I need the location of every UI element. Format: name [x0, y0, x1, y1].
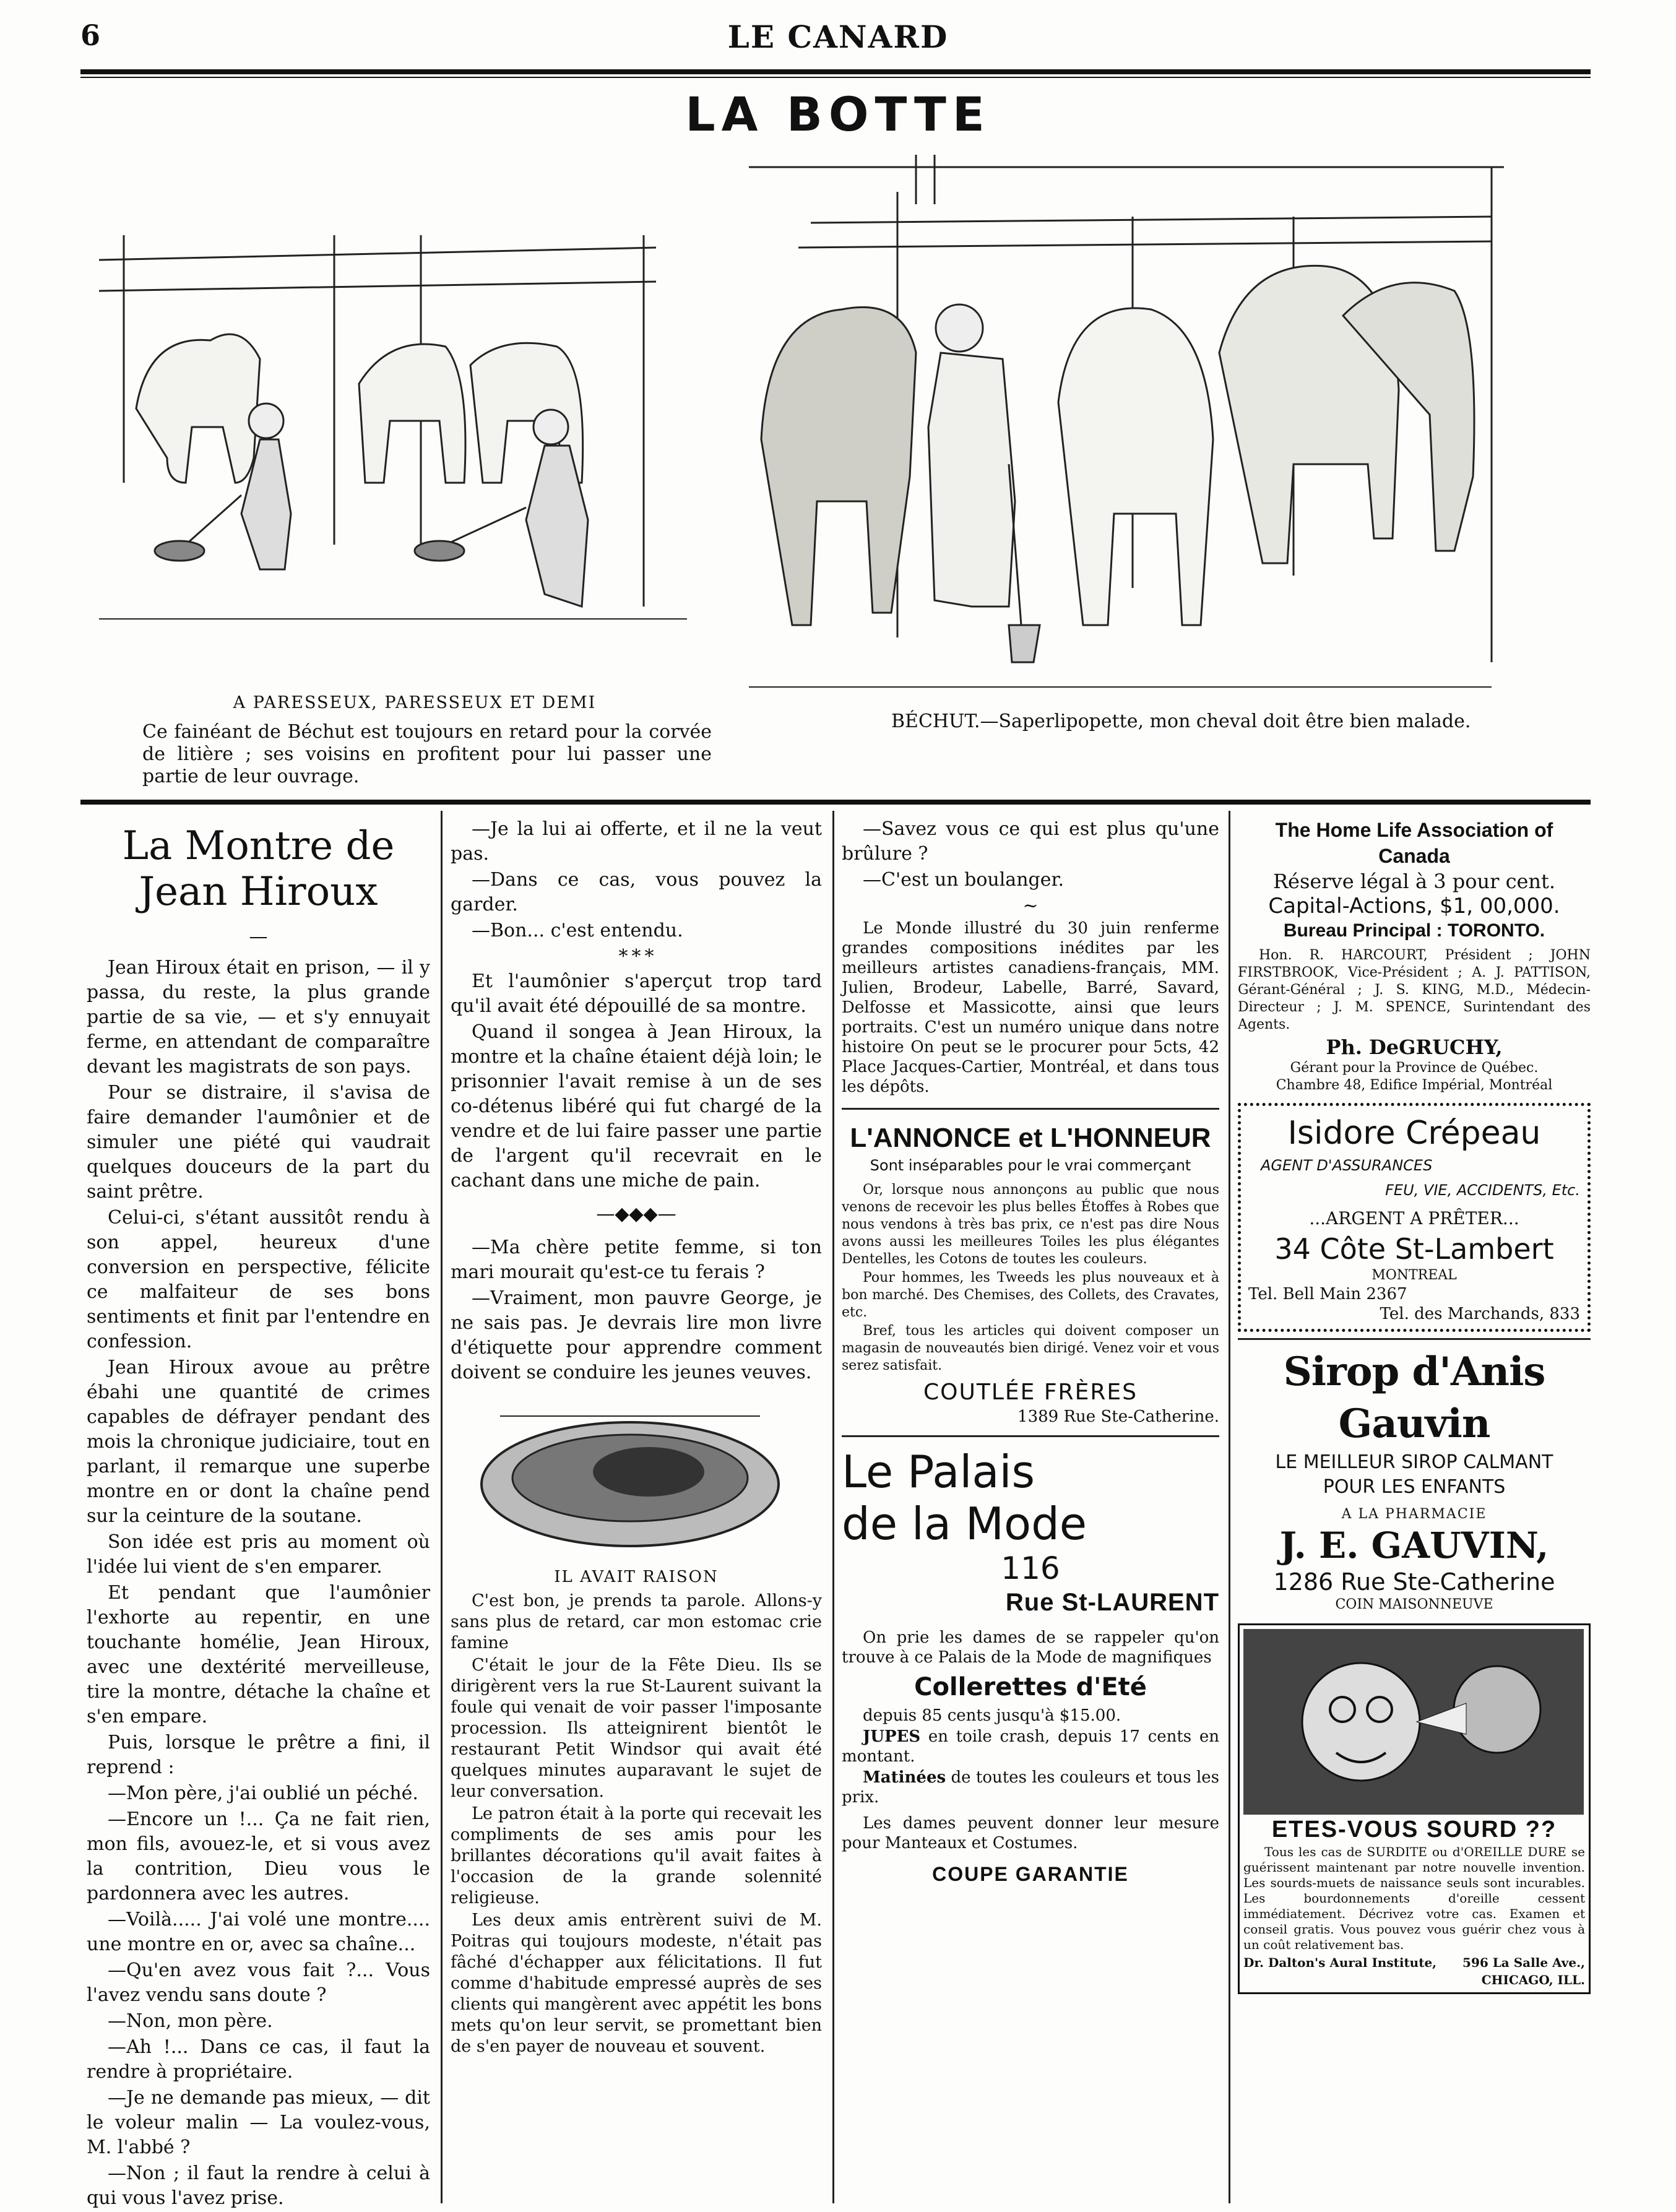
palais-title-2: de la Mode: [842, 1498, 1087, 1550]
article-paragraph: Celui-ci, s'étant aussitôt rendu à son appel, heureux d'une conversion en perspective, félicite ce malfaiteur de ses bons sentiments et finit par l'entendre en confession.: [87, 1207, 430, 1352]
annonce-firm: COUTLÉE FRÈRES: [923, 1380, 1138, 1405]
article-paragraph: —Non, mon père.: [108, 2010, 273, 2032]
palais-title-1: Le Palais: [842, 1446, 1035, 1498]
header-rule: [80, 69, 1591, 74]
page-number: 6: [80, 19, 101, 52]
annonce-text: Or, lorsque nous annonçons au public que nous venons de recevoir les plus belles Étoffes à Robes que nous vendons à très bas prix, ce n'est pas dire Nous avons aussi les meilleures Toiles les plus élégantes Dentelles, les Cotons de toutes les couleurs.: [842, 1182, 1219, 1267]
article-paragraph: Quand il songea à Jean Hiroux, la montre et la chaîne étaient déjà loin; le prisonnier l'avait remise à un de ses co-détenus libéré qui fut chargé de la vendre et de lui faire passer une partie de l'argent qu'il recevrait en le cachant dans une miche de pain.: [451, 1021, 822, 1191]
column-4: [1238, 817, 1591, 1994]
article-paragraph: —Encore un !... Ça ne fait rien, mon fils, avouez-le, et si vous avez la contrition, Dieu vous le pardonnera avec les autres.: [87, 1808, 430, 1904]
sirop-corner: COIN MAISONNEUVE: [1335, 1597, 1493, 1612]
divider: [1238, 1338, 1591, 1340]
sirop-address: 1286 Rue Ste-Catherine: [1273, 1568, 1555, 1596]
raison-paragraph: C'est bon, je prends ta parole. Allons-y sans plus de retard, car mon estomac crie famine: [451, 1591, 822, 1653]
palais-jupes: en toile crash, depuis 17 cents en montant.: [842, 1727, 1219, 1766]
palais-street: Rue St-LAURENT: [1005, 1589, 1219, 1616]
article-paragraph: Et l'aumônier s'aperçut trop tard qu'il avait été dépouillé de sa montre.: [451, 970, 822, 1017]
annonce-title: L'ANNONCE et L'HONNEUR: [850, 1123, 1211, 1153]
article-paragraph: Puis, lorsque le prêtre a fini, il reprend :: [87, 1732, 430, 1778]
article-paragraph: —Non ; il faut la rendre à celui à qui vous l'avez prise.: [87, 2162, 430, 2209]
raison-paragraph: Le patron était à la porte qui recevait les compliments de ses amis pour les brillantes décorations qu'il avait faites à l'occasion de la grande solennité religieuse.: [451, 1804, 822, 1907]
homelife-agent: Ph. DeGRUCHY,: [1326, 1035, 1503, 1059]
right-caption: BÉCHUT.—Saperlipopette, mon cheval doit être bien malade.: [891, 711, 1471, 732]
homelife-agent-title: Gérant pour la Province de Québec.: [1290, 1060, 1539, 1076]
article-column-1: [87, 817, 430, 2212]
article-paragraph: Jean Hiroux était en prison, — il y passa, du reste, la plus grande partie de sa vie, — et s'y ennuyait ferme, en attendant de comparaître devant les magistrats de son pays.: [87, 957, 430, 1078]
palais-matinees-label: Matinées: [863, 1768, 946, 1787]
header-rule-thin: [80, 77, 1591, 78]
homelife-agent-addr: Chambre 48, Edifice Impérial, Montréal: [1276, 1078, 1553, 1093]
article-title: La Montre de Jean Hiroux: [122, 823, 395, 915]
article-paragraph: —Voilà..... J'ai volé une montre.... une montre en or, avec sa chaîne...: [87, 1909, 430, 1955]
palais-intro: On prie les dames de se rappeler qu'on trouve à ce Palais de la Mode de magnifiques: [842, 1628, 1219, 1667]
homelife-capital: Capital-Actions, $1, 00,000.: [1268, 894, 1560, 918]
title-dash: —: [249, 926, 268, 948]
raison-paragraph: C'était le jour de la Fête Dieu. Ils se dirigèrent vers la rue St-Laurent suivant la foule qui venait de voir passer l'imposante procession. Ils atteignirent bientôt le restaurant Petit Windsor qui avait été quelques minutes auparavant le sujet de leur conversation.: [451, 1656, 822, 1801]
article-paragraph: Pour se distraire, il s'avisa de faire demander l'aumônier et de simuler une piété qui vaudrait quelques douceurs de la part du saint prêtre.: [87, 1082, 430, 1203]
homelife-officers: Hon. R. HARCOURT, Président ; JOHN FIRSTBROOK, Vice-Président ; A. J. PATTISON, Gérant-Général ; J. S. KING, M.D., Médecin-Directeur ; J. M. SPENCE, Surintendant des Agents.: [1238, 948, 1591, 1032]
anecdote-paragraph: —Ma chère petite femme, si ton mari mourait qu'est-ce tu ferais ?: [451, 1237, 822, 1283]
article-paragraph: —Qu'en avez vous fait ?... Vous l'avez vendu sans doute ?: [87, 1959, 430, 2006]
palais-matinees-line: [842, 1768, 1219, 1807]
article-paragraph: —Bon... c'est entendu.: [472, 920, 683, 941]
joke-line: —Savez vous ce qui est plus qu'une brûlure ?: [842, 818, 1219, 865]
sourd-ad: [1238, 1623, 1591, 1994]
sirop-title: Sirop d'Anis Gauvin: [1283, 1349, 1545, 1447]
article-paragraph: Jean Hiroux avoue au prêtre ébahi une quantité de crimes capables de défrayer pendant des mois la chronique judiciaire, tout en parlant, il remarque une superbe montre en or dont la chaîne pend sur la ceinture de la soutane.: [87, 1357, 430, 1527]
crepeau-kinds: FEU, VIE, ACCIDENTS, Etc.: [1385, 1182, 1580, 1199]
crepeau-tel1: Tel. Bell Main 2367: [1248, 1285, 1407, 1303]
section-rule: [80, 800, 1591, 805]
left-caption-title: A PARESSEUX, PARESSEUX ET DEMI: [233, 693, 597, 712]
left-caption: Ce fainéant de Béchut est toujours en retard pour la corvée de litière ; ses voisins en profitent pour lui passer une partie de leur ouvrage.: [142, 721, 712, 787]
sourd-institute-line: [1243, 1954, 1585, 1989]
article-paragraph: —Je la lui ai offerte, et il ne la veut pas.: [451, 818, 822, 865]
joke-line: —C'est un boulanger.: [863, 869, 1065, 891]
crepeau-name: Isidore Crépeau: [1287, 1115, 1541, 1152]
small-divider: ~: [1022, 895, 1039, 917]
newspaper-title: LE CANARD: [727, 19, 949, 55]
annonce-ad: [842, 1121, 1219, 1427]
article-paragraph: —Dans ce cas, vous pouvez la garder.: [451, 869, 822, 915]
headline: LA BOTTE: [685, 87, 991, 142]
divider: [842, 1108, 1219, 1110]
ear-trumpet-illustration: [1243, 1629, 1584, 1815]
palais-jupes-label: JUPES: [863, 1727, 921, 1746]
palais-ad: [842, 1446, 1219, 1886]
article-paragraph: —Ah !... Dans ce cas, il faut la rendre à propriétaire.: [87, 2036, 430, 2083]
crepeau-address: 34 Côte St-Lambert: [1274, 1232, 1554, 1266]
article-paragraph: Et pendant que l'aumônier l'exhorte au repentir, en une touchante homélie, Jean Hiroux, avec une dextérité merveilleuse, tire la montre, détache la chaîne et s'en empare.: [87, 1582, 430, 1727]
annonce-address: 1389 Rue Ste-Catherine.: [1017, 1407, 1219, 1426]
crepeau-city: MONTREAL: [1371, 1268, 1457, 1283]
crepeau-tel2: Tel. des Marchands, 833: [1380, 1305, 1580, 1323]
palais-jupes-line: [842, 1727, 1219, 1766]
raison-paragraph: Les deux amis entrèrent suivi de M. Poitras qui toujours modeste, n'était pas fâché d'échapper aux félicitations. Il fut comme d'habitude empressé auprès de ses clients qui mangèrent avec appétit les bons mets qu'on leur servit, se promettant bien de s'en payer de nouveau et souvent.: [451, 1911, 822, 2056]
homelife-bureau: Bureau Principal : TORONTO.: [1283, 920, 1545, 941]
article-column-2: [451, 817, 822, 2059]
article-paragraph: —Mon père, j'ai oublié un péché.: [108, 1782, 418, 1804]
annonce-subtitle: Sont inséparables pour le vrai commerçant: [870, 1157, 1191, 1174]
column-divider: [441, 811, 443, 2203]
article-paragraph: Son idée est pris au moment où l'idée lui vient de s'en emparer.: [87, 1531, 430, 1578]
anecdote-paragraph: —Vraiment, mon pauvre George, je ne sais pas. Je devrais lire mon livre d'étiquette pour apprendre comment doivent se conduire les jeunes veuves.: [451, 1287, 822, 1383]
sirop-ad: [1238, 1346, 1591, 1614]
palais-coupe: COUPE GARANTIE: [932, 1863, 1129, 1885]
palais-number: 116: [1001, 1550, 1060, 1586]
sirop-line2: POUR LES ENFANTS: [1323, 1476, 1506, 1498]
stable-illustration-left: [99, 223, 693, 668]
article-paragraph: —Je ne demande pas mieux, — dit le voleur malin — La voulez-vous, M. l'abbé ?: [87, 2087, 430, 2158]
homelife-reserve: Réserve légal à 3 pour cent.: [1272, 870, 1556, 893]
bread-loaf-illustration: [451, 1404, 810, 1558]
sirop-line1: LE MEILLEUR SIROP CALMANT: [1275, 1451, 1553, 1473]
column-3: [842, 817, 1219, 1886]
ornament-divider: —◆◆◆—: [596, 1203, 676, 1225]
palais-dames: Les dames peuvent donner leur mesure pour Manteaux et Costumes.: [842, 1814, 1219, 1852]
sourd-institute: Dr. Dalton's Aural Institute,: [1243, 1955, 1437, 1970]
monde-illustre-notice: Le Monde illustré du 30 juin renferme grandes compositions inédites par les meilleurs artistes canadiens-français, MM. Julien, Brodeur, Labelle, Barré, Savard, Delfosse et Massicotte, ainsi que leurs portraits. C'est un numéro unique dans notre histoire On peut se le procurer pour 5cts, 42 Place Jacques-Cartier, Montréal, et dans tous les dépôts.: [842, 919, 1219, 1096]
raison-title: IL AVAIT RAISON: [554, 1568, 719, 1586]
column-divider: [832, 811, 834, 2203]
sourd-text: Tous les cas de SURDITE ou d'OREILLE DURE se guérissent maintenant par notre nouvelle invention. Les sourds-muets de naissance seuls sont incurables. Les bourdonnements d'oreille cessent immédiatement. Décrivez votre cas. Examen et conseil gratis. Vous pouvez vous guérir chez vous à un coût relativement bas.: [1243, 1844, 1585, 1952]
sirop-name: J. E. GAUVIN,: [1279, 1524, 1549, 1566]
sourd-title: ETES-VOUS SOURD ??: [1271, 1817, 1557, 1843]
asterism: * * *: [618, 946, 654, 967]
column-divider: [1229, 811, 1230, 2203]
homelife-title: The Home Life Association of Canada: [1275, 819, 1553, 867]
crepeau-ad: [1238, 1103, 1591, 1332]
divider: [842, 1435, 1219, 1437]
crepeau-argent: ...ARGENT A PRÊTER...: [1309, 1208, 1519, 1229]
sirop-pharmacie: A LA PHARMACIE: [1341, 1506, 1487, 1522]
sourd-address: 596 La Salle Ave., CHICAGO, ILL.: [1462, 1955, 1585, 1987]
palais-collerettes: Collerettes d'Eté: [914, 1673, 1147, 1701]
palais-matinees: de toutes les couleurs et tous les prix.: [842, 1768, 1219, 1807]
home-life-ad: [1238, 817, 1591, 1094]
stable-illustration-right: [749, 155, 1541, 699]
crepeau-role: AGENT D'ASSURANCES: [1261, 1157, 1433, 1174]
palais-prices: depuis 85 cents jusqu'à $15.00.: [863, 1706, 1121, 1725]
annonce-text: Bref, tous les articles qui doivent composer un magasin de nouveautés bien dirigé. Venez voir et vous serez satisfait.: [842, 1323, 1219, 1373]
annonce-text: Pour hommes, les Tweeds les plus nouveaux et à bon marché. Des Chemises, des Collets, des Cravates, etc.: [842, 1270, 1219, 1320]
